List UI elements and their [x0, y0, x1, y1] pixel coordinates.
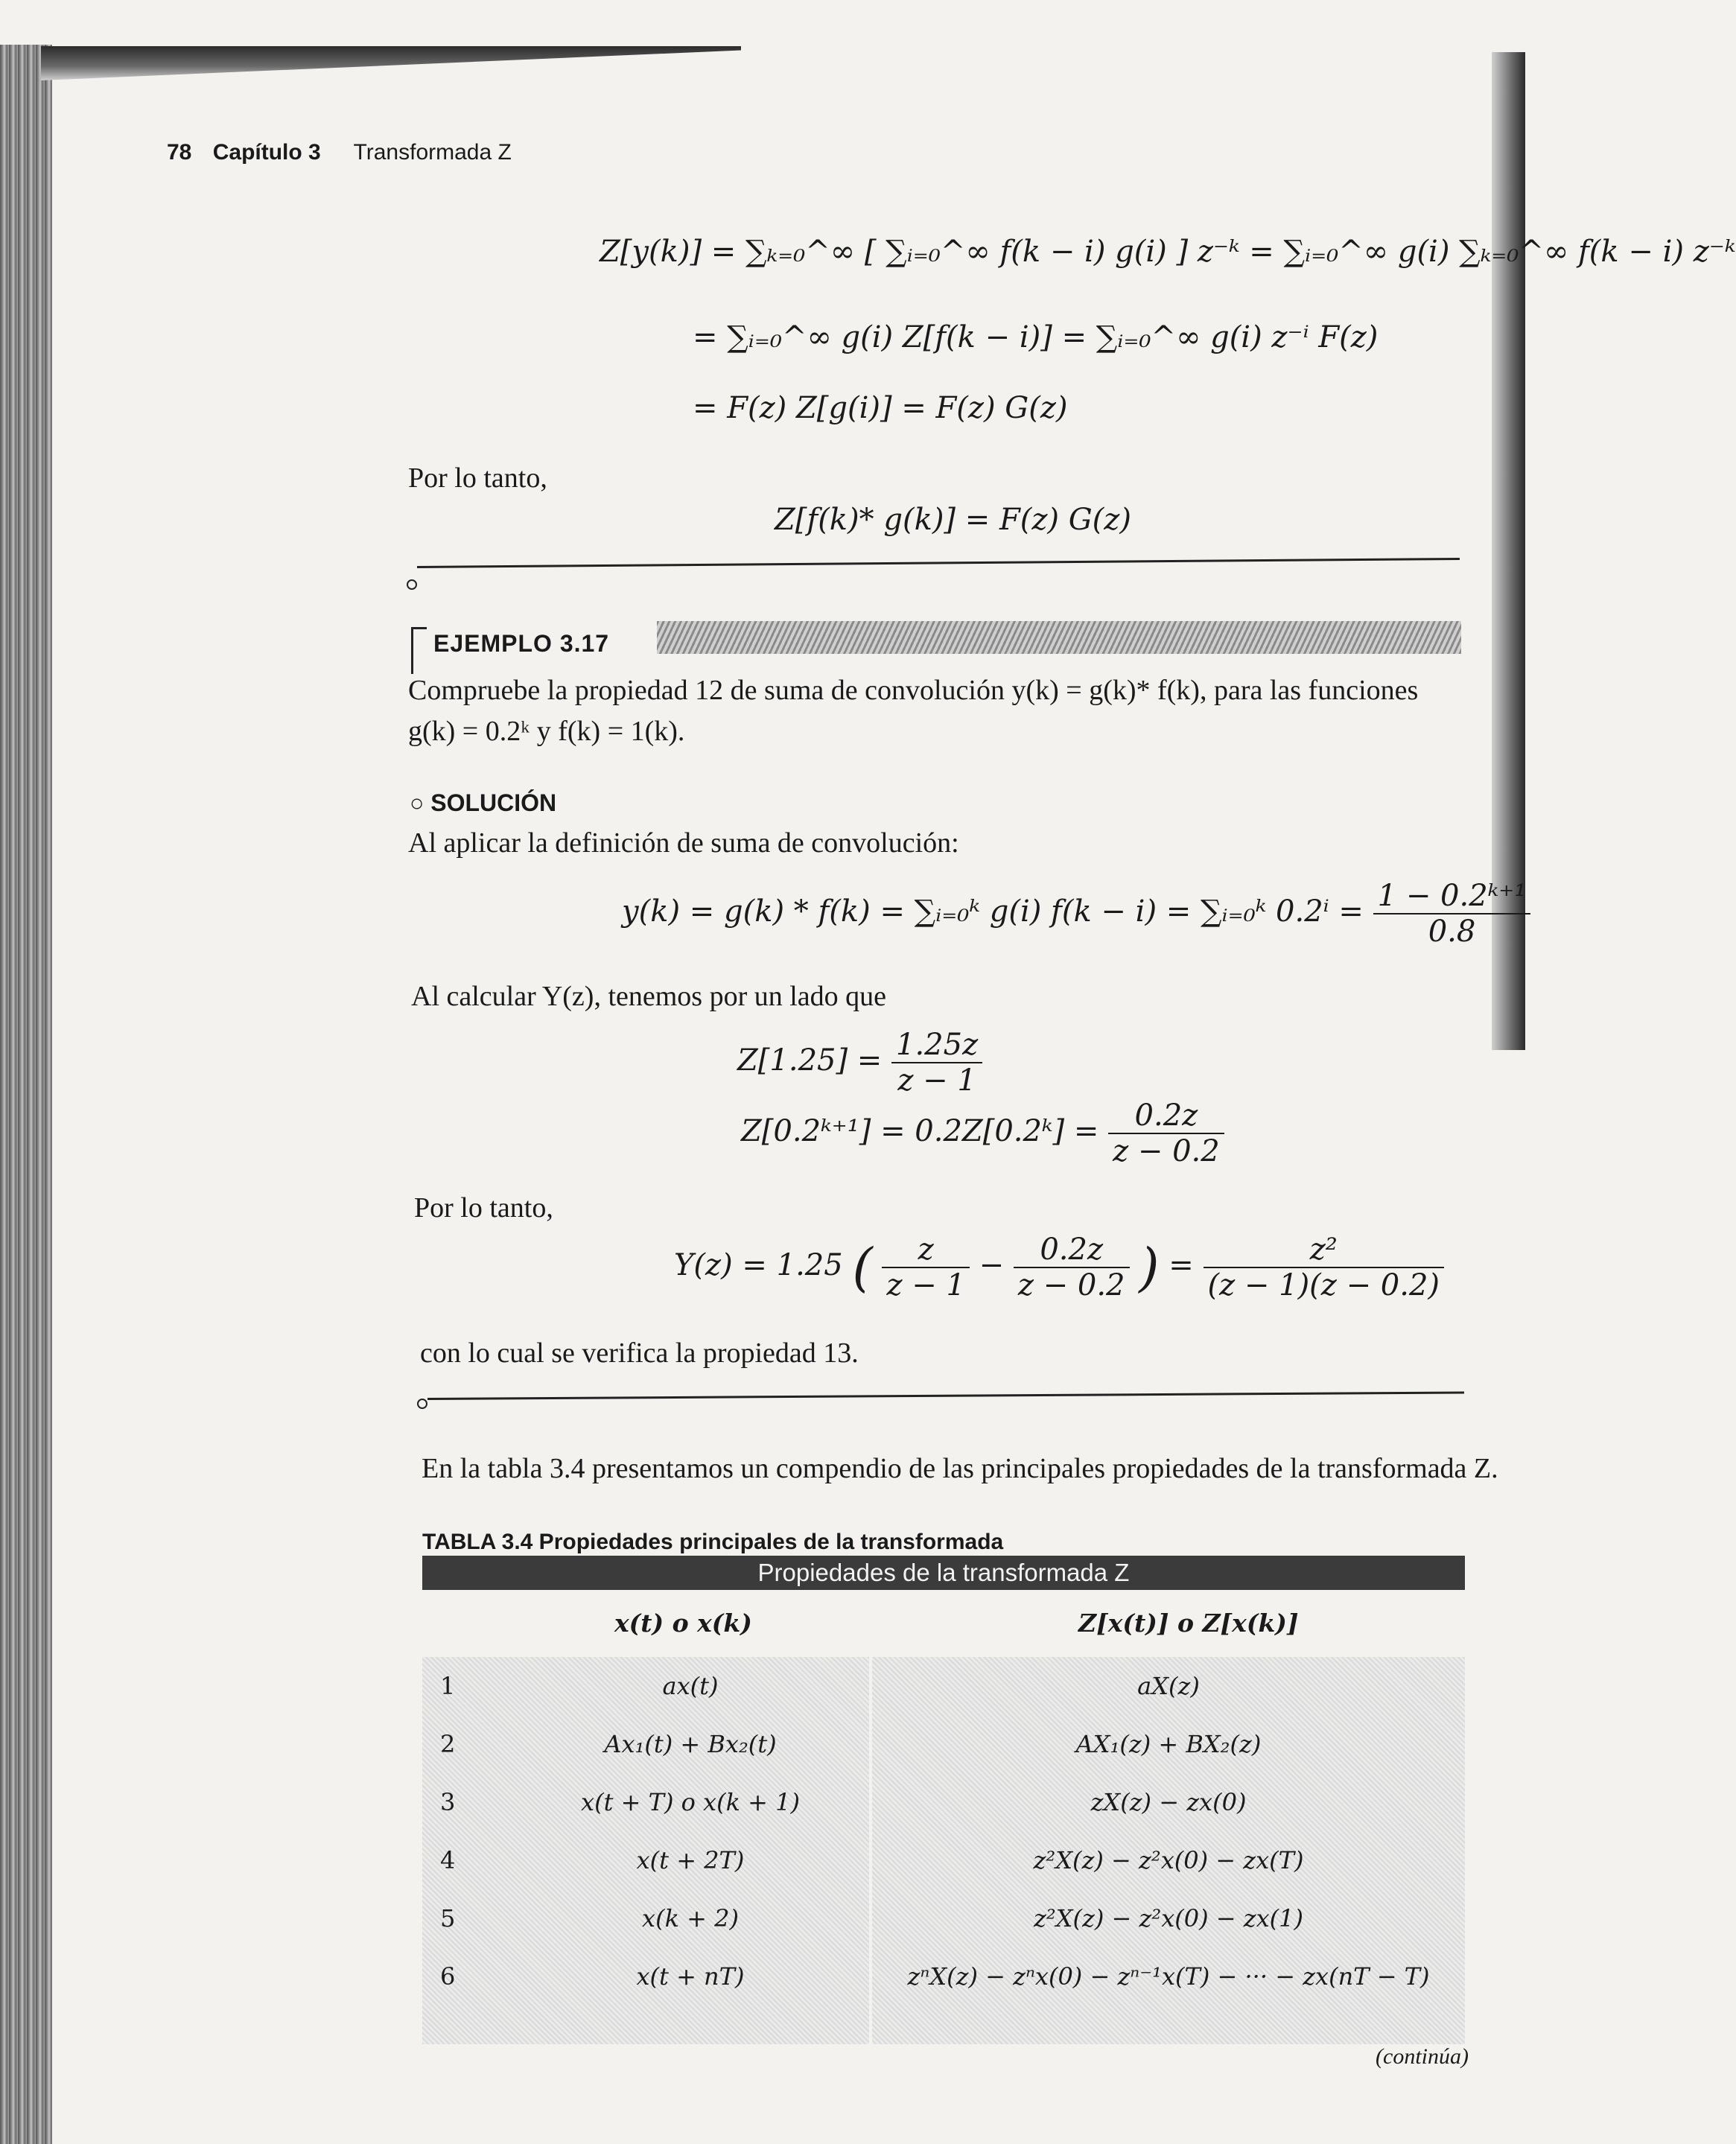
example-statement-2: g(k) = 0.2ᵏ y f(k) = 1(k). — [408, 716, 685, 747]
table-header: Propiedades de la transformada Z — [422, 1556, 1465, 1590]
separator-rule-2 — [427, 1391, 1464, 1400]
table-caption: TABLA 3.4 Propiedades principales de la transformada — [422, 1530, 1004, 1554]
therefore-text-1: Por lo tanto, — [408, 462, 547, 494]
running-header — [167, 140, 512, 165]
continued-note: (continúa) — [1376, 2044, 1469, 2069]
convolution-fraction: $\frac{\text{1 − 0.2ᵏ⁺¹}}{0.8}$ — [1373, 879, 1531, 949]
solution-heading: ○ SOLUCIÓN — [410, 789, 557, 816]
table-row: 6 x(t + nT) zⁿX(z) − zⁿx(0) − zⁿ⁻¹x(T) − ··· − zx(nT − T) — [440, 1962, 1430, 1991]
convolution-equation: y(k) = g(k) * f(k) = ∑ᵢ₌₀ᵏ g(i) f(k − i) = ∑ᵢ₌₀ᵏ 0.2ⁱ = $\frac{\text{1 − 0.2ᵏ⁺¹}}{0.8}$ — [622, 879, 1530, 949]
derivation-line-2: = ∑ᵢ₌₀^∞ g(i) Z[f(k − i)] = ∑ᵢ₌₀^∞ g(i) z⁻ⁱ F(z) — [693, 320, 1379, 354]
column-header-transform: Z[x(t)] o Z[x(k)] — [1078, 1609, 1299, 1638]
chapter-title: Transformada Z — [353, 140, 512, 165]
column-header-time: x(t) o x(k) — [614, 1609, 752, 1638]
rule-dot — [407, 579, 417, 590]
table-row: 3 x(t + T) o x(k + 1) zX(z) − zx(0) — [440, 1788, 1247, 1816]
properties-table — [422, 1657, 1465, 2044]
example-bracket — [411, 627, 427, 674]
derivation-line-3: = F(z) Z[g(i)] = F(z) G(z) — [693, 391, 1068, 425]
page-number: 78 — [167, 140, 192, 165]
summary-paragraph: En la tabla 3.4 presentamos un compendio de las principales propiedades de la transformada Z. — [422, 1453, 1498, 1484]
example-stripe — [657, 621, 1461, 654]
bullet-icon: ○ — [410, 789, 431, 816]
separator-rule — [417, 558, 1460, 568]
z-0-2-equation: Z[0.2ᵏ⁺¹] = 0.2Z[0.2ᵏ] = $\frac{0.2z}{z - 0.2}$ — [741, 1098, 1224, 1168]
solution-intro: Al aplicar la definición de suma de convolución: — [408, 827, 959, 859]
example-label: EJEMPLO 3.17 — [433, 630, 610, 657]
table-row: 4 x(t + 2T) z²X(z) − z²x(0) − zx(T) — [440, 1846, 1304, 1874]
derivation-line-1: Z[y(k)] = ∑ₖ₌₀^∞ [ ∑ᵢ₌₀^∞ f(k − i) g(i) ] z⁻ᵏ = ∑ᵢ₌₀^∞ g(i) ∑ₖ₌₀^∞ f(k − i) z⁻ᵏ — [600, 235, 1736, 269]
rule-dot-2 — [417, 1399, 427, 1409]
convolution-result: Z[f(k)* g(k)] = F(z) G(z) — [775, 503, 1131, 537]
conclusion-text: con lo cual se verifica la propiedad 13. — [420, 1337, 859, 1369]
Y-z-equation: Y(z) = 1.25 ( $\frac{z}{z - 1}$ − $\frac{0.2z}{z - 0.2}$ ) = $\frac{\text{z²}}{(z - 1)(z - 0.2)}$ — [674, 1232, 1444, 1302]
table-row: 2 Ax₁(t) + Bx₂(t) AX₁(z) + BX₂(z) — [440, 1730, 1262, 1758]
calc-intro: Al calcular Y(z), tenemos por un lado que — [411, 981, 887, 1012]
scan-edge-left — [0, 45, 52, 2144]
z-1-25-equation: Z[1.25] = $\frac{1.25z}{z - 1}$ — [737, 1028, 982, 1098]
example-header — [411, 621, 1461, 666]
example-statement-1: Compruebe la propiedad 12 de suma de convolución y(k) = g(k)* f(k), para las funciones — [408, 675, 1419, 706]
therefore-text-2: Por lo tanto, — [414, 1192, 553, 1224]
table-row: 5 x(k + 2) z²X(z) − z²x(0) − zx(1) — [440, 1904, 1303, 1933]
scan-edge-top — [41, 46, 741, 80]
chapter-label: Capítulo 3 — [212, 140, 321, 165]
table-row: 1 ax(t) aX(z) — [440, 1672, 1200, 1700]
